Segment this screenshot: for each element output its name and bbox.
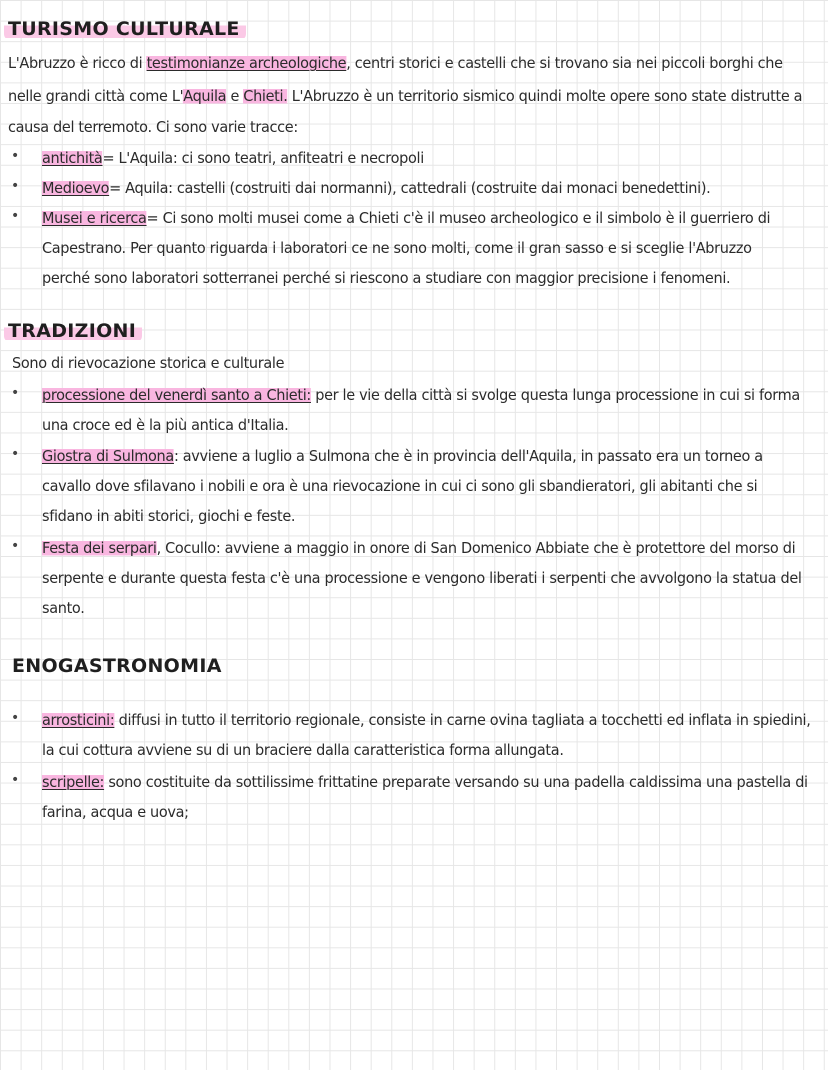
text: = Aquila: castelli (costruiti dai normanni), cattedrali (costruite dai monaci benedettini). — [109, 179, 711, 197]
text: per le vie della città si svolge questa lunga processione in cui si forma — [310, 386, 800, 404]
section-title-enogastronomia: ENOGASTRONOMIA — [12, 655, 222, 677]
list-item-medioevo — [42, 178, 710, 198]
bullet-dot: • — [11, 385, 20, 401]
highlight-scripelle: scripelle: — [42, 773, 105, 791]
text: : avviene a luglio a Sulmona che è in provincia dell'Aquila, in passato era un torneo a — [173, 447, 763, 465]
highlight-testimonianze: testimonianze archeologiche — [146, 54, 347, 72]
list-item-musei-cont: Capestrano. Per quanto riguarda i laboratori ce ne sono molti, come il gran sasso e si sceglie l'Abruzzo — [42, 239, 752, 257]
intro-line-3: causa del terremoto. Ci sono varie tracce: — [8, 118, 298, 136]
text: = Ci sono molti musei come a Chieti c'è il museo archeologico e il simbolo è il guerriero di — [146, 209, 771, 227]
bullet-dot: • — [11, 178, 20, 194]
bullet-dot: • — [11, 208, 20, 224]
highlight-aquila: Aquila — [183, 87, 227, 105]
list-item-serpari-cont: santo. — [42, 599, 85, 617]
list-item-giostra — [42, 446, 763, 466]
list-item-giostra-cont: cavallo dove sfilavano i nobili e ora è una rievocazione in cui ci sono gli sbandieratori, gli abitanti che si — [42, 477, 758, 495]
list-item-arrosticini — [42, 710, 811, 730]
tradizioni-intro: Sono di rievocazione storica e culturale — [12, 354, 285, 372]
text: e — [226, 87, 244, 105]
bullet-dot: • — [11, 446, 20, 462]
intro-line-2 — [8, 86, 802, 106]
text: sono costituite da sottilissime frittatine preparate versando su una padella caldissima una pastella di — [104, 773, 808, 791]
list-item-serpari — [42, 538, 795, 558]
text: diffusi in tutto il territorio regionale, consiste in carne ovina tagliata a tocchetti ed inflata in spiedini, — [114, 711, 811, 729]
text: L'Abruzzo è ricco di — [8, 54, 147, 72]
list-item-processione — [42, 385, 800, 405]
highlight-antichita: antichità — [42, 149, 103, 167]
intro-line-1 — [8, 53, 783, 73]
highlight-arrosticini: arrosticini: — [42, 711, 115, 729]
list-item-giostra-cont: sfidano in abiti storici, giochi e feste. — [42, 507, 296, 525]
highlight-processione: processione del venerdì santo a Chieti: — [42, 386, 311, 404]
text: , centri storici e castelli che si trovano sia nei piccoli borghi che — [346, 54, 783, 72]
text: nelle grandi città come L' — [8, 87, 184, 105]
highlight-chieti: Chieti. — [243, 87, 288, 105]
highlight-serpari: Festa dei serpari — [42, 539, 157, 557]
list-item-musei — [42, 208, 770, 228]
bullet-dot: • — [11, 710, 20, 726]
bullet-dot: • — [11, 538, 20, 554]
highlight-medioevo: Medioevo — [42, 179, 110, 197]
list-item-serpari-cont: serpente e durante questa festa c'è una processione e vengono liberati i serpenti che avvolgono la statua del — [42, 569, 802, 587]
list-item-processione-cont: una croce ed è la più antica d'Italia. — [42, 416, 289, 434]
section-title-turismo: TURISMO CULTURALE — [4, 18, 246, 40]
text: , Cocullo: avviene a maggio in onore di San Domenico Abbiate che è protettore del morso di — [156, 539, 796, 557]
bullet-dot: • — [11, 148, 20, 164]
list-item-arrosticini-cont: la cui cottura avviene su di un braciere dalla caratteristica forma allungata. — [42, 741, 564, 759]
highlight-giostra: Giostra di Sulmona — [42, 447, 174, 465]
list-item-antichita — [42, 148, 424, 168]
highlight-musei: Musei e ricerca — [42, 209, 147, 227]
bullet-dot: • — [11, 772, 20, 788]
text: = L'Aquila: ci sono teatri, anfiteatri e necropoli — [102, 149, 424, 167]
list-item-scripelle-cont: farina, acqua e uova; — [42, 803, 189, 821]
section-title-tradizioni: TRADIZIONI — [4, 320, 142, 342]
list-item-musei-cont: perché sono laboratori sotterranei perché si riescono a studiare con maggior precisione i fenomeni. — [42, 269, 731, 287]
list-item-scripelle — [42, 772, 808, 792]
text: L'Abruzzo è un territorio sismico quindi molte opere sono state distrutte a — [287, 87, 803, 105]
